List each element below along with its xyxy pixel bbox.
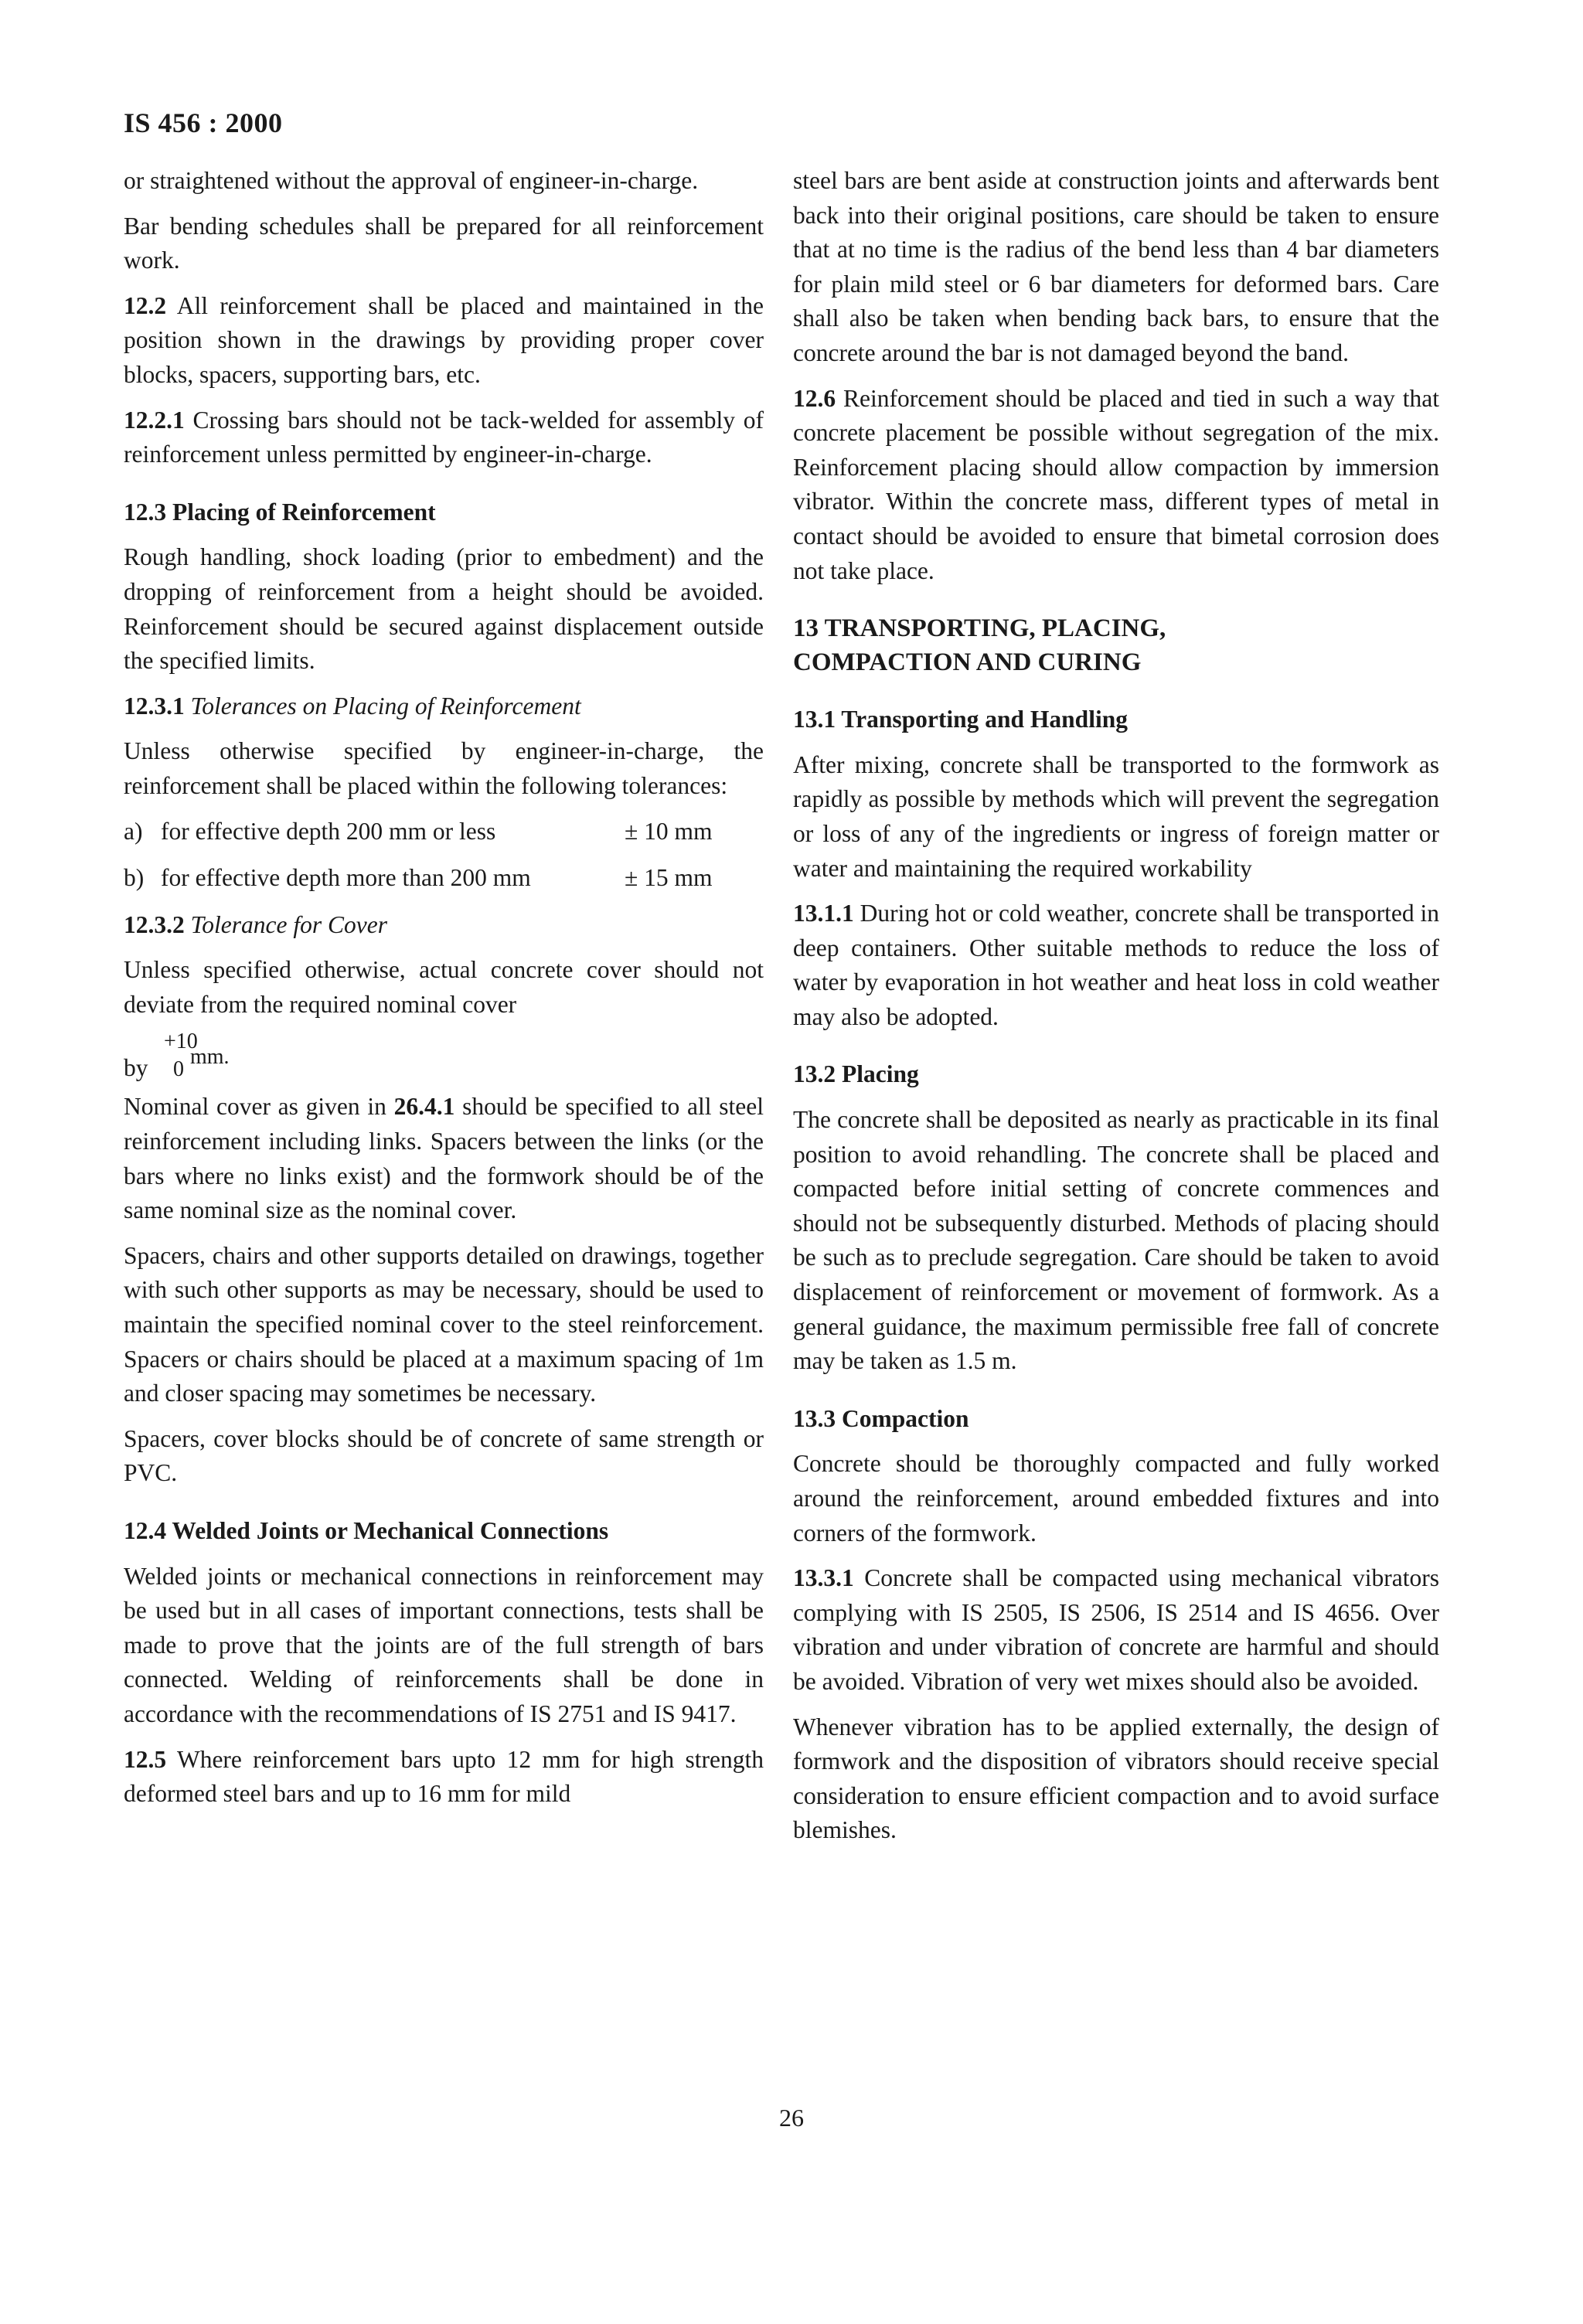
paragraph-12-3: Rough handling, shock loading (prior to embedment) and the dropping of reinforcement from a height should be avoided. Reinforcement should be secured against displacement outside the specified limits. (124, 543, 764, 675)
paragraph-straightened: or straightened without the approval of engineer-in-charge. (124, 167, 699, 194)
tolerance-value: ± 10 mm (625, 817, 713, 845)
paragraph-13-1: After mixing, concrete shall be transported to the formwork as rapidly as possible by methods which will prevent the segregation or loss of any of the ingredients or ingress of foreign matter or water and maintaining the required workability (793, 750, 1439, 882)
clause-number: 13.3.1 (793, 1564, 854, 1592)
cover-by: by (124, 1054, 148, 1082)
clause-reference: 26.4.1 (393, 1093, 455, 1121)
heading-12-3: 12.3 Placing of Reinforcement (124, 498, 436, 526)
paragraph-spacers: Spacers, chairs and other supports detailed on drawings, together with such other supports as may be necessary, should be used to maintain the specified nominal cover to the steel reinforcement. Spacers or chairs should be placed at a maximum spacing of 1m and closer spacing may sometimes be necessary. (124, 1241, 764, 1407)
paragraph-13-2: The concrete shall be deposited as nearly as practicable in its final position to avoid rehandling. The concrete shall be placed and compacted before initial setting of concrete commences and should not be subsequently disturbed. Methods of placing should be such as to preclude segregation. Care should be taken to avoid displacement of reinforcement or movement of formwork. As a general guidance, the maximum permissible free fall of concrete may be taken as 1.5 m. (793, 1106, 1439, 1375)
clause-number: 12.2 (124, 291, 167, 319)
tolerance-value: ± 15 mm (625, 864, 713, 892)
left-column (124, 164, 764, 1822)
clause-text: Reinforcement should be placed and tied in such a way that concrete placement be possible without segregation of the mix. Reinforcement placing should allow compaction by immersion vibrator. Within the concrete mass, different types of metal in contact should be avoided to ensure that bimetal corrosion does not take place. (793, 384, 1439, 584)
clause-text: All reinforcement shall be placed and maintained in the position shown in the drawings by providing proper cover blocks, spacers, supporting bars, etc. (124, 291, 764, 388)
heading-13-line-1: 13 TRANSPORTING, PLACING, (793, 614, 1166, 643)
clause-number: 12.3.1 (124, 692, 185, 720)
heading-13 (793, 611, 1439, 679)
clause-13-1-1 (793, 897, 1439, 1034)
clause-text: Where reinforcement bars upto 12 mm for high strength deformed steel bars and up to 16 mm for mild (124, 1745, 764, 1808)
list-letter: a) (124, 817, 143, 845)
paragraph-spacers-material: Spacers, cover blocks should be of concrete of same strength or PVC. (124, 1424, 764, 1487)
paragraph-12-4: Welded joints or mechanical connections in reinforcement may be used but in all cases of important connections, tests shall be made to prove that the joints are of the full strength of bars connected. Welding of reinforcements shall be done in accordance with the recommendations of IS 2751 and IS 9417. (124, 1562, 764, 1727)
paragraph-13-3: Concrete should be thoroughly compacted and fully worked around the reinforcement, around embedded fixtures and into corners of the formwork. (793, 1450, 1439, 1546)
cover-tolerance-expression (124, 1022, 764, 1090)
clause-text: Concrete shall be compacted using mechanical vibrators complying with IS 2505, IS 2506, IS 2514 and IS 4656. Over vibration and under vibration of concrete are harmful and should be avoided. Vibration of very wet mixes should also be avoided. (793, 1564, 1439, 1695)
paragraph-12-3-2: Unless specified otherwise, actual concrete cover should not deviate from the required nominal cover (124, 956, 764, 1018)
document-code-header: IS 456 : 2000 (124, 107, 283, 138)
heading-13-3: 13.3 Compaction (793, 1404, 969, 1432)
cover-upper: +10 (164, 1029, 198, 1054)
clause-12-3-1-title (124, 689, 764, 724)
clause-text: Crossing bars should not be tack-welded for assembly of reinforcement unless permitted by engineer-in-charge. (124, 406, 764, 468)
clause-number: 12.5 (124, 1745, 167, 1773)
clause-number: 12.2.1 (124, 406, 185, 434)
paragraph-12-3-1: Unless otherwise specified by engineer-in-charge, the reinforcement shall be placed within the following tolerances: (124, 737, 764, 799)
tolerance-desc: for effective depth 200 mm or less (161, 817, 496, 845)
clause-number: 13.1.1 (793, 900, 854, 927)
heading-13-1: 13.1 Transporting and Handling (793, 706, 1128, 733)
paragraph-external-vibration: Whenever vibration has to be applied externally, the design of formwork and the disposition of vibrators should receive special consideration to ensure efficient compaction and to avoid surface blemishes. (793, 1713, 1439, 1844)
clause-12-2-1 (124, 403, 764, 472)
list-letter: b) (124, 864, 145, 892)
heading-13-2: 13.2 Placing (793, 1060, 919, 1088)
clause-number: 12.6 (793, 384, 836, 412)
tolerance-desc: for effective depth more than 200 mm (161, 864, 531, 892)
paragraph-bent-bars: steel bars are bent aside at construction joints and afterwards bent back into their original positions, care should be taken to ensure that at no time is the radius of the bend less than 4 bar diameters for plain mild steel or 6 bar diameters for deformed bars. Care shall also be taken when bending back bars, to ensure that the concrete around the bar is not damaged beyond the band. (793, 167, 1439, 366)
clause-12-2 (124, 289, 764, 393)
cover-lower: 0 (173, 1057, 184, 1082)
text-part: Nominal cover as given in (124, 1093, 394, 1121)
right-column (793, 164, 1439, 1859)
clause-number: 12.3.2 (124, 910, 185, 938)
clause-12-6 (793, 382, 1439, 589)
paragraph-bar-bending: Bar bending schedules shall be prepared for all reinforcement work. (124, 212, 764, 274)
tolerance-row (124, 815, 764, 849)
tolerance-row (124, 861, 764, 896)
heading-12-4: 12.4 Welded Joints or Mechanical Connections (124, 1517, 609, 1544)
clause-text: During hot or cold weather, concrete shall be transported in deep containers. Other suitable methods to reduce the loss of water by evaporation in hot weather and heat loss in cold weather may also be adopted. (793, 900, 1439, 1030)
heading-13-line-2: COMPACTION AND CURING (793, 648, 1142, 677)
paragraph-nominal-cover (124, 1090, 764, 1227)
clause-title: Tolerance for Cover (190, 910, 387, 938)
clause-13-3-1 (793, 1561, 1439, 1699)
page-number: 26 (779, 2104, 804, 2132)
text-part: should be specified to all steel reinforcement including links. Spacers between the links (or the bars where no links exist) and the formwork should be of the same nominal size as the nominal cover. (124, 1093, 764, 1224)
cover-unit: mm. (190, 1045, 230, 1070)
clause-12-5 (124, 1743, 764, 1812)
clause-12-3-2-title (124, 908, 764, 943)
clause-title: Tolerances on Placing of Reinforcement (190, 692, 581, 720)
